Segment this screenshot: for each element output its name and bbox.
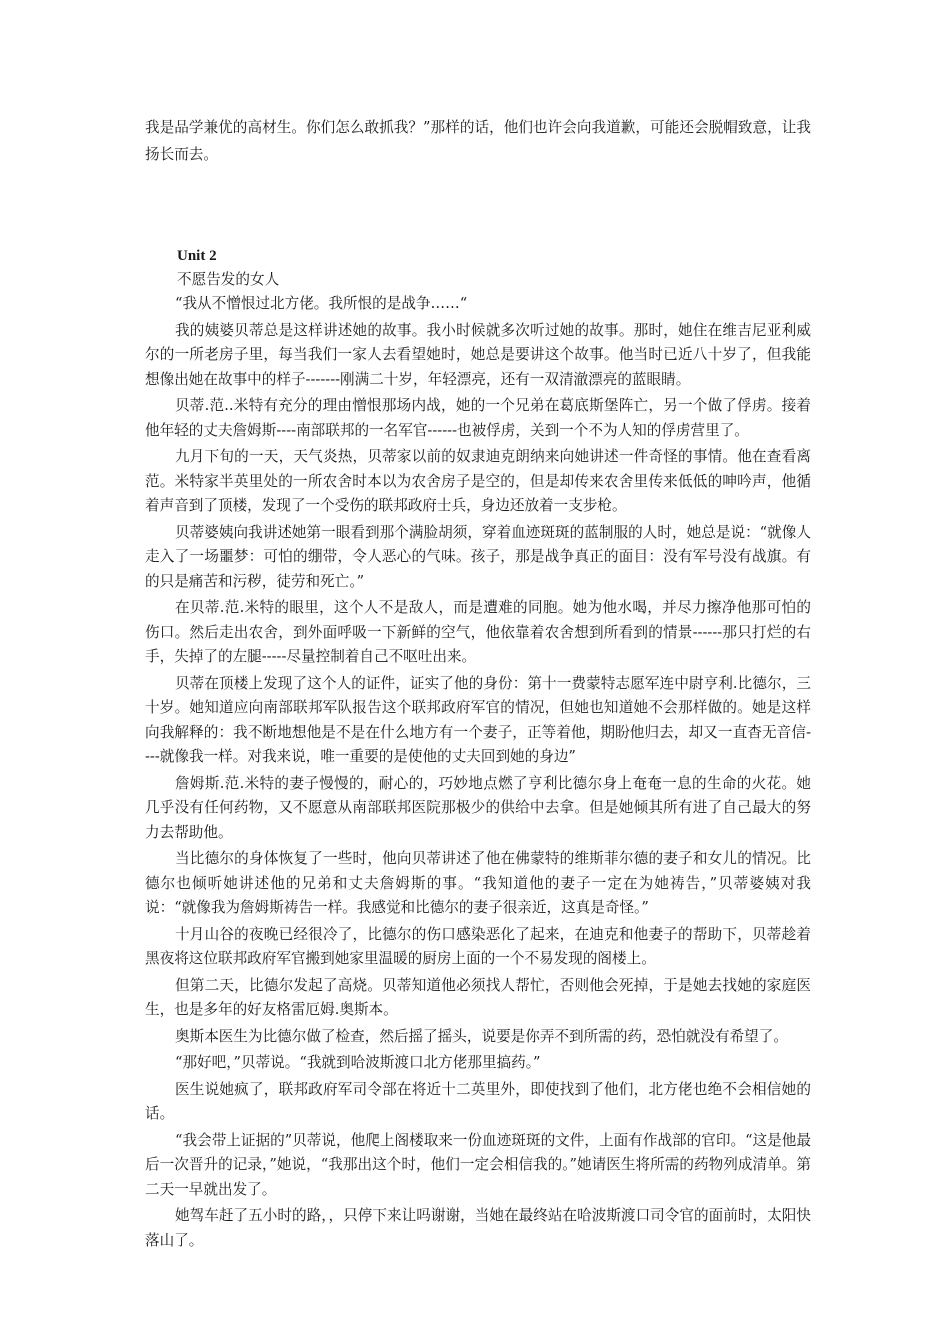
intro-paragraph: 我是品学兼优的高材生。你们怎么敢抓我？”那样的话，他们也许会向我道歉，可能还会脱帽致意，让我扬长而去。 (145, 119, 811, 163)
story-title: 不愿告发的女人 (177, 271, 280, 288)
paragraph: 詹姆斯.范.米特的妻子慢慢的，耐心的，巧妙地点燃了亨利比德尔身上奄奄一息的生命的火花。她几乎没有任何药物，又不愿意从南部联邦医院那极少的供给中去拿。但是她倾其所有进了自己最大的努力去帮助他。 (145, 774, 811, 841)
unit-section (145, 244, 811, 1255)
paragraph: “我会带上证据的”贝蒂说，他爬上阁楼取来一份血迹斑斑的文件，上面有作战部的官印。“这是他最后一次晋升的记录，”她说，“我那出这个时，他们一定会相信我的。”她请医生将所需的药物列成清单。第二天一早就出发了。 (145, 1131, 811, 1198)
paragraph: 九月下旬的一天，天气炎热，贝蒂家以前的奴隶迪克朗纳来向她讲述一件奇怪的事情。他在查看离范。米特家半英里处的一所农舍时本以为农舍房子是空的，但是却传来农舍里传来低低的呻吟声，他循着声音到了顶楼，发现了一个受伤的联邦政府士兵，身边还放着一支步枪。 (145, 448, 811, 514)
paragraph: 当比德尔的身体恢复了一些时，他向贝蒂讲述了他在佛蒙特的维斯菲尔德的妻子和女儿的情况。比德尔也倾听她讲述他的兄弟和丈夫詹姆斯的事。“我知道他的妻子一定在为她祷告，”贝蒂婆姨对我说：“就像我为詹姆斯祷告一样。我感觉和比德尔的妻子很亲近，这真是奇怪。” (145, 850, 811, 916)
paragraph: 十月山谷的夜晚已经很冷了，比德尔的伤口感染恶化了起来，在迪克和他妻子的帮助下，贝蒂趁着黑夜将这位联邦政府军官搬到她家里温暖的厨房上面的一个不易发现的阁楼上。 (145, 925, 811, 967)
paragraph: 贝蒂.范..米特有充分的理由憎恨那场内战，她的一个兄弟在葛底斯堡阵亡，另一个做了俘虏。接着他年轻的丈夫詹姆斯----南部联邦的一名军官------也被俘虏，关到一个不为人知的俘虏营里了。 (145, 397, 811, 439)
paragraph: 贝蒂婆姨向我讲述她第一眼看到那个满脸胡须，穿着血迹斑斑的蓝制服的人时，她总是说：“就像人走入了一场噩梦：可怕的绷带，令人恶心的气味。孩子，那是战争真正的面目：没有军号没有战旗。有的只是痛苦和污秽，徒劳和死亡。” (145, 523, 811, 590)
paragraph: 但第二天，比德尔发起了高烧。贝蒂知道他必须找人帮忙，否则他会死掉，于是她去找她的家庭医生，也是多年的好友格雷厄姆.奥斯本。 (145, 976, 811, 1018)
paragraph: “我从不憎恨过北方佬。我所恨的是战争……“ (175, 295, 468, 312)
paragraph: 我的姨婆贝蒂总是这样讲述她的故事。我小时候就多次听过她的故事。那时，她住在维吉尼亚利威尔的一所老房子里，每当我们一家人去看望她时，她总是要讲这个故事。他当时已近八十岁了，但我能想像出她在故事中的样子-------刚满二十岁，年轻漂亮，还有一双清澈漂亮的蓝眼睛。 (145, 321, 811, 388)
paragraph: 医生说她疯了，联邦政府军司令部在将近十二英里外，即使找到了他们，北方佬也绝不会相信她的话。 (145, 1080, 811, 1122)
paragraph: 贝蒂在顶楼上发现了这个人的证件，证实了他的身份：第十一费蒙特志愿军连中尉亨利.比德尔，三十岁。她知道应向南部联邦军队报告这个联邦政府军官的情况，但她也知道她不会那样做的。她是这样向我解释的：我不断地想他是不是在什么地方有一个妻子，正等着他，期盼他归去，却又一直杳无音信----就像我一样。对我来说，唯一重要的是使他的丈夫回到她的身边” (145, 674, 811, 765)
paragraph: “那好吧，”贝蒂说。“我就到哈波斯渡口北方佬那里搞药。” (175, 1054, 541, 1071)
paragraph: 在贝蒂.范.米特的眼里，这个人不是敌人，而是遭难的同胞。她为他水喝，并尽力擦净他那可怕的伤口。然后走出农舍，到外面呼吸一下新鲜的空气，他依靠着农舍想到所看到的情景------那只打烂的右手，失掉了的左腿-----尽量控制着自己不呕吐出来。 (145, 599, 811, 665)
paragraph: 奥斯本医生为比德尔做了检查，然后摇了摇头，说要是你弄不到所需的药，恐怕就没有希望了。 (175, 1027, 788, 1045)
unit-label: Unit 2 (177, 248, 217, 264)
paragraph: 她驾车赶了五小时的路，，只停下来让吗谢谢，当她在最终站在哈波斯渡口司令官的面前时，太阳快落山了。 (145, 1207, 811, 1249)
